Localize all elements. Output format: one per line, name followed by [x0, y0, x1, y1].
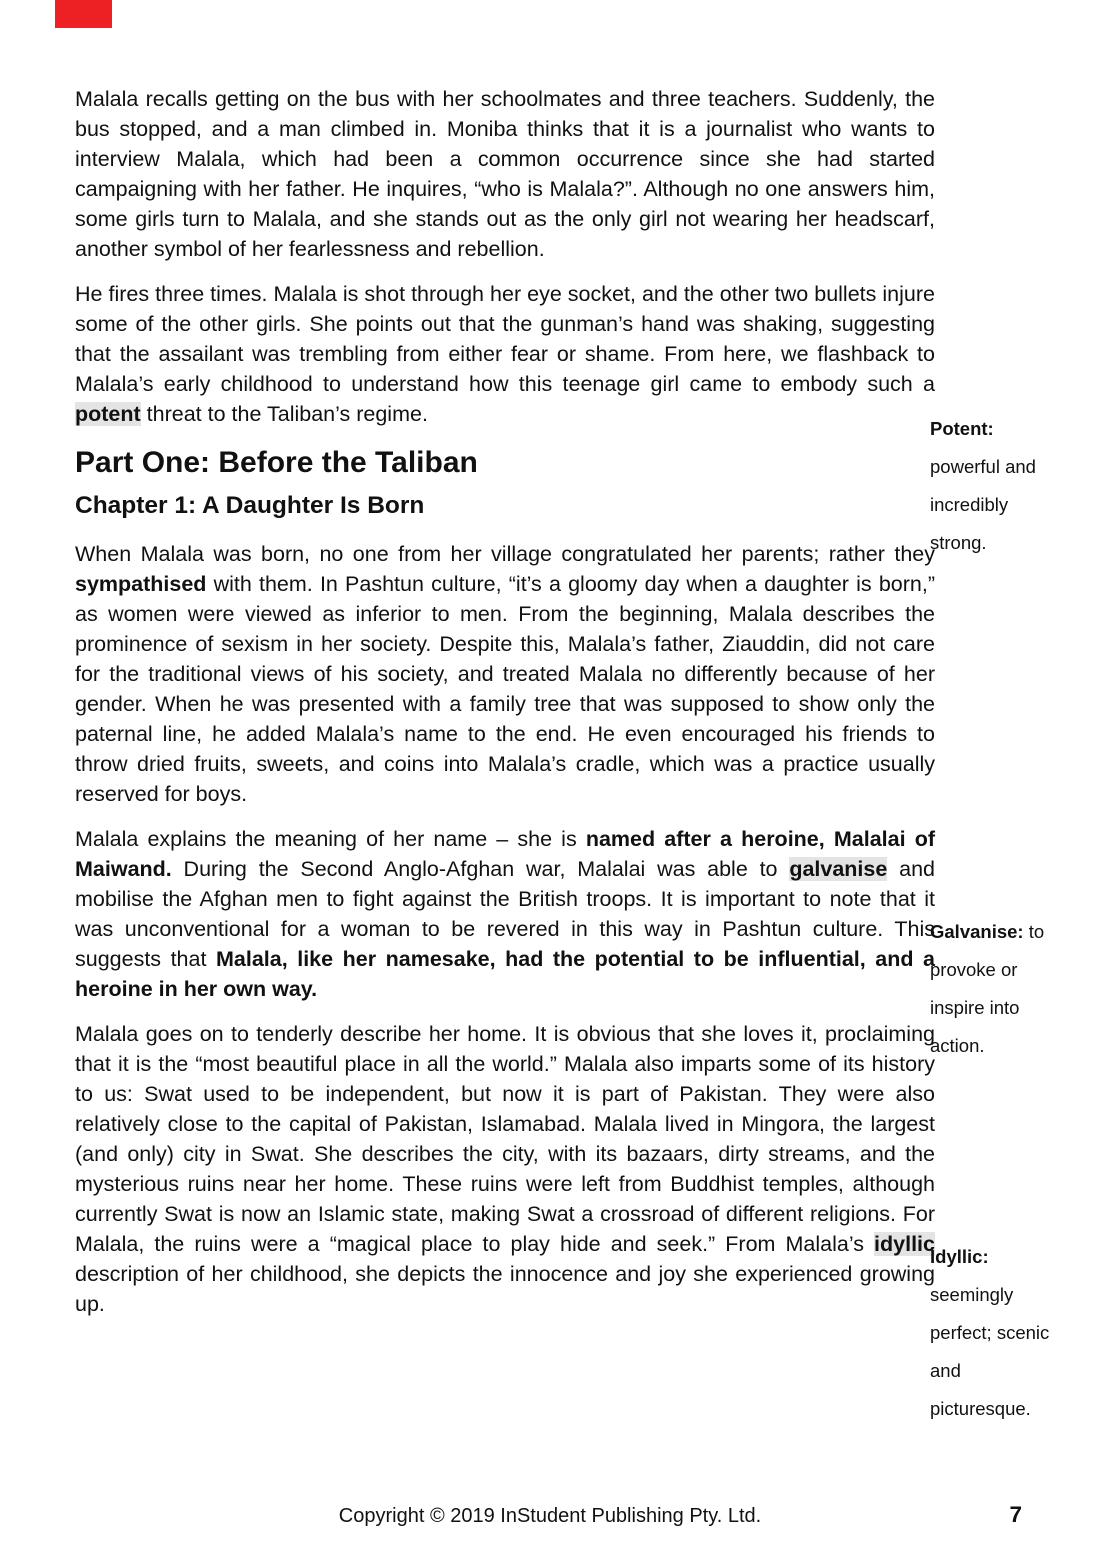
margin-note-galvanise [930, 913, 1064, 1065]
margin-note-definition: powerful and incredibly strong. [930, 456, 1036, 553]
main-text-column [75, 84, 935, 1334]
margin-note-term: Galvanise: [930, 921, 1024, 942]
margin-note-definition: seemingly perfect; scenic and picturesque. [930, 1284, 1050, 1419]
margin-note-potent [930, 410, 1064, 562]
paragraph-daughter-born [75, 539, 935, 809]
vocab-term-highlight: idyllic [874, 1232, 935, 1256]
text-segment: threat to the Taliban’s regime. [140, 402, 428, 426]
copyright-text: Copyright © 2019 InStudent Publishing Pty. Ltd. [338, 1505, 762, 1527]
paragraph-shooting [75, 279, 935, 429]
text-segment: Malala explains the meaning of her name – she is [75, 827, 586, 851]
text-segment: During the Second Anglo-Afghan war, Malalai was able to [171, 857, 790, 881]
chapter-one-heading: Chapter 1: A Daughter Is Born [75, 492, 425, 519]
text-segment: with them. In Pashtun culture, “it’s a gloomy day when a daughter is born,” as women were viewed as inferior to men. From the beginning, Malala describes the prominence of sexism in her society. Despite this, Malala’s father, Ziauddin, did not care for the traditional views of his society, and treated Malala no differently because of her gender. When he was presented with a family tree that was supposed to show only the paternal line, he added Malala’s name to the end. He even encouraged his friends to throw dried fruits, sweets, and coins into Malala’s cradle, which was a practice usually reserved for boys. [75, 572, 935, 806]
paragraph-home-description [75, 1019, 935, 1319]
margin-note-idyllic [930, 1238, 1064, 1428]
margin-note-term: Potent: [930, 418, 994, 439]
text-segment: When Malala was born, no one from her village congratulated her parents; rather they [75, 542, 935, 566]
page-number: 7 [1009, 1502, 1022, 1527]
text-segment: description of her childhood, she depicts the innocence and joy she experienced growing up. [75, 1262, 935, 1316]
vocab-term-highlight: galvanise [789, 857, 888, 881]
bold-text-segment: Malala, like her namesake, had the potential to be influential, and a heroine in her own way. [75, 947, 935, 1001]
bold-text-segment: named after a heroine, Malalai of Maiwand. [75, 827, 935, 881]
margin-note-term: Idyllic: [930, 1246, 989, 1267]
part-one-heading: Part One: Before the Taliban [75, 446, 478, 479]
paragraph-name-meaning [75, 824, 935, 1004]
text-segment: Malala goes on to tenderly describe her home. It is obvious that she loves it, proclaiming that it is the “most beautiful place in all the world.” Malala also imparts some of its history to us: Swat used to be independent, but now it is part of Pakistan. They were also relatively close to the capital of Pakistan, Islamabad. Malala lived in Mingora, the largest (and only) city in Swat. She describes the city, with its bazaars, dirty streams, and the mysterious ruins near her home. These ruins were left from Buddhist temples, although currently Swat is now an Islamic state, making Swat a crossroad of different religions. For Malala, the ruins were a “magical place to play hide and seek.” From Malala’s [75, 1022, 935, 1256]
bold-text-segment: sympathised [75, 572, 207, 596]
margin-note-definition: to provoke or inspire into action. [930, 921, 1045, 1056]
red-corner-mark [55, 0, 112, 28]
vocab-term-highlight: potent [75, 402, 141, 426]
text-segment: and mobilise the Afghan men to fight against the British troops. It is important to note that it was unconventional for a woman to be revered in this way in Pashtun culture. This suggests that [75, 857, 935, 971]
paragraph-bus-boarding [75, 84, 935, 264]
text-segment: Malala recalls getting on the bus with her schoolmates and three teachers. Suddenly, the bus stopped, and a man climbed in. Moniba thinks that it is a journalist who wants to interview Malala, which had been a common occurrence since she had started campaigning with her father. He inquires, “who is Malala?”. Although no one answers him, some girls turn to Malala, and she stands out as the only girl not wearing her headscarf, another symbol of her fearlessness and rebellion. [75, 87, 935, 261]
text-segment: He fires three times. Malala is shot through her eye socket, and the other two bullets injure some of the other girls. She points out that the gunman’s hand was shaking, suggesting that the assailant was trembling from either fear or shame. From here, we flashback to Malala’s early childhood to understand how this teenage girl came to embody such a [75, 282, 935, 396]
